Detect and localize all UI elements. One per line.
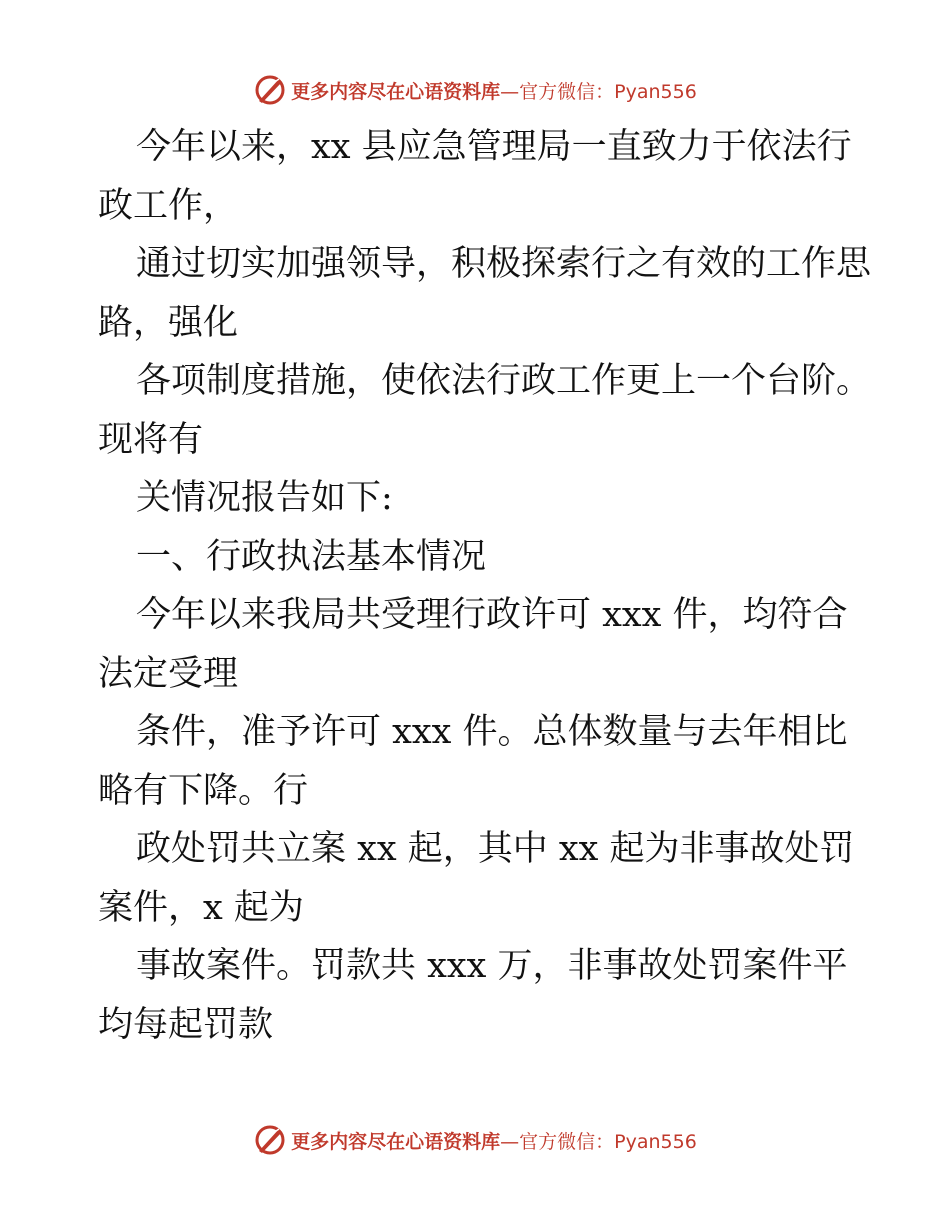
text-line: 事故案件。罚款共 xxx 万，非事故处罚案件平 (136, 946, 848, 986)
text-line: 略有下降。行 (98, 770, 309, 811)
footer-contact-text: —官方微信：Pyan556 (500, 1130, 697, 1153)
header-banner (0, 70, 950, 110)
text-line: 政处罚共立案 xx 起，其中 xx 起为非事故处罚 (136, 829, 855, 869)
text-line: 关情况报告如下: (136, 478, 393, 518)
document-body (98, 118, 872, 1054)
text-line: 今年以来我局共受理行政许可 xxx 件，均符合 (136, 595, 848, 635)
text-line: 今年以来，xx 县应急管理局一直致力于依法行 (136, 127, 852, 167)
text-line: 各项制度措施，使依法行政工作更上一个台阶。 (136, 361, 872, 401)
header-contact-text: —官方微信：Pyan556 (500, 80, 697, 103)
text-line: 现将有 (98, 419, 204, 460)
text-line: 一、行政执法基本情况 (136, 536, 487, 577)
quill-pen-logo-icon (253, 73, 287, 107)
text-line: 均每起罚款 (98, 1004, 274, 1045)
footer-banner (0, 1120, 950, 1160)
text-line: 案件，x 起为 (98, 887, 304, 928)
text-line: 条件，准予许可 xxx 件。总体数量与去年相比 (136, 712, 848, 752)
text-line: 通过切实加强领导，积极探索行之有效的工作思 (136, 244, 872, 284)
footer-brand-text: 更多内容尽在心语资料库 (291, 1130, 501, 1153)
text-line: 法定受理 (98, 653, 239, 694)
header-brand-text: 更多内容尽在心语资料库 (291, 80, 501, 103)
text-line: 路，强化 (98, 302, 239, 343)
quill-pen-logo-icon (253, 1123, 287, 1157)
text-line: 政工作， (98, 185, 239, 226)
